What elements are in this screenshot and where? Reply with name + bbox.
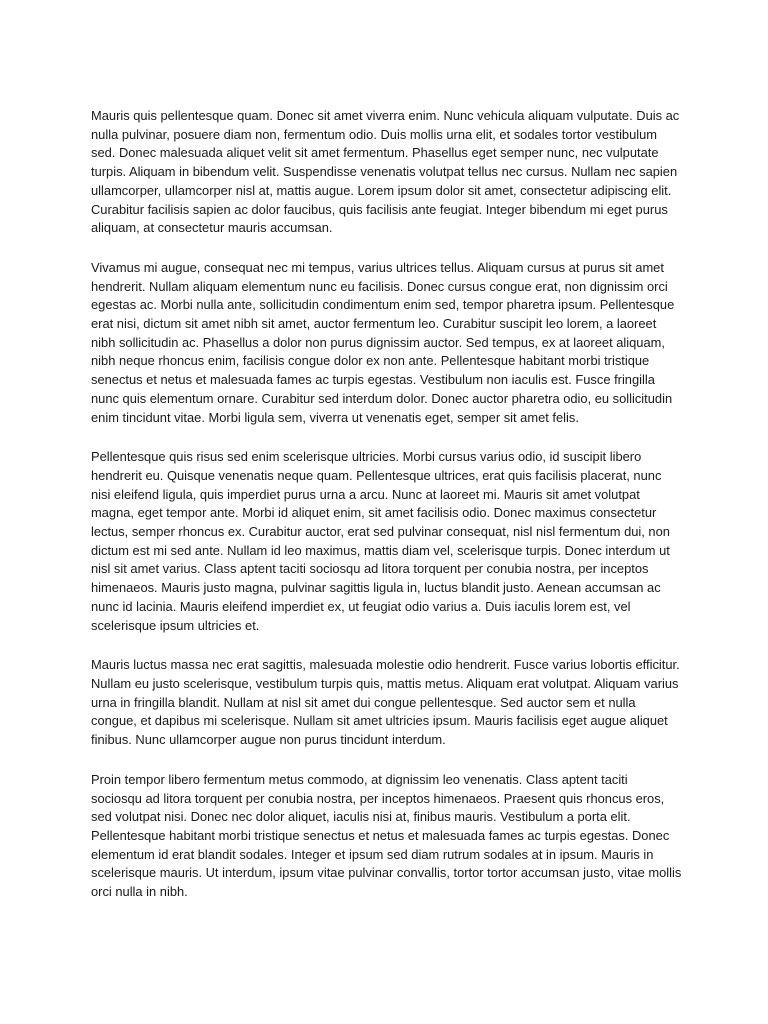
paragraph-5: Proin tempor libero fermentum metus commodo, at dignissim leo venenatis. Class aptent taciti sociosqu ad litora torquent per conubia nostra, per inceptos himenaeos. Praesent quis rhoncus eros, sed volutpat nisi. Donec nec dolor aliquet, iaculis nisi at, finibus mauris. Vestibulum a porta elit. Pellentesque habitant morbi tristique senectus et netus et malesuada fames ac turpis egestas. Donec elementum id erat blandit sodales. Integer et ipsum sed diam rutrum sodales at in ipsum. Mauris in scelerisque mauris. Ut interdum, ipsum vitae pulvinar convallis, tortor tortor accumsan justo, vitae mollis orci nulla in nibh. [91, 771, 682, 900]
paragraph-2: Vivamus mi augue, consequat nec mi tempus, varius ultrices tellus. Aliquam cursus at purus sit amet hendrerit. Nullam aliquam elementum nunc eu facilisis. Donec cursus congue erat, non dignissim orci egestas ac. Morbi nulla ante, sollicitudin condimentum enim sed, tempor pharetra ipsum. Pellentesque erat nisi, dictum sit amet nibh sit amet, auctor fermentum leo. Curabitur suscipit leo lorem, a laoreet nibh sollicitudin ac. Phasellus a dolor non purus dignissim auctor. Sed tempus, ex at laoreet aliquam, nibh neque rhoncus enim, facilisis congue dolor ex non ante. Pellentesque habitant morbi tristique senectus et netus et malesuada fames ac turpis egestas. Vestibulum non iaculis est. Fusce fringilla nunc quis elementum ornare. Curabitur sed interdum dolor. Donec auctor pharetra odio, eu sollicitudin enim tincidunt vitae. Morbi ligula sem, viverra ut venenatis eget, semper sit amet felis. [91, 259, 675, 425]
paragraph-1: Mauris quis pellentesque quam. Donec sit amet viverra enim. Nunc vehicula aliquam vulputate. Duis ac nulla pulvinar, posuere diam non, fermentum odio. Duis mollis urna elit, et sodales tortor vestibulum sed. Donec malesuada aliquet velit sit amet fermentum. Phasellus eget semper nunc, nec vulputate turpis. Aliquam in bibendum velit. Suspendisse venenatis volutpat tellus nec cursus. Nullam nec sapien ullamcorper, ullamcorper nisl at, mattis augue. Lorem ipsum dolor sit amet, consectetur adipiscing elit. Curabitur facilisis sapien ac dolor faucibus, quis facilisis ante feugiat. Integer bibendum mi eget purus aliquam, at consectetur mauris accumsan. [91, 108, 680, 236]
paragraph-4: Mauris luctus massa nec erat sagittis, malesuada molestie odio hendrerit. Fusce varius lobortis efficitur. Nullam eu justo scelerisque, vestibulum turpis quis, mattis metus. Aliquam erat volutpat. Aliquam varius urna in fringilla blandit. Nullam at nisl sit amet dui congue pellentesque. Sed auctor sem et nulla congue, et dapibus mi scelerisque. Nullam sit amet ultricies ipsum. Mauris facilisis eget augue aliquet finibus. Nunc ullamcorper augue non purus tincidunt interdum. [91, 657, 680, 748]
paragraph-3: Pellentesque quis risus sed enim scelerisque ultricies. Morbi cursus varius odio, id suscipit libero hendrerit eu. Quisque venenatis neque quam. Pellentesque ultrices, erat quis facilisis placerat, nunc nisi eleifend ligula, quis imperdiet purus urna a arcu. Nunc at laoreet mi. Mauris sit amet volutpat magna, eget tempor ante. Morbi id aliquet enim, sit amet facilisis odio. Donec maximus consectetur lectus, semper rhoncus ex. Curabitur auctor, erat sed pulvinar consequat, nisl nisl fermentum dui, non dictum est mi sed ante. Nullam id leo maximus, mattis diam vel, scelerisque turpis. Donec interdum ut nisl sit amet varius. Class aptent taciti sociosqu ad litora torquent per conubia nostra, per inceptos himenaeos. Mauris justo magna, pulvinar sagittis ligula in, luctus blandit justo. Aenean accumsan ac nunc id lacinia. Mauris eleifend imperdiet ex, ut feugiat odio varius a. Duis iaculis lorem est, vel scelerisque ipsum ultricies et. [91, 449, 670, 633]
